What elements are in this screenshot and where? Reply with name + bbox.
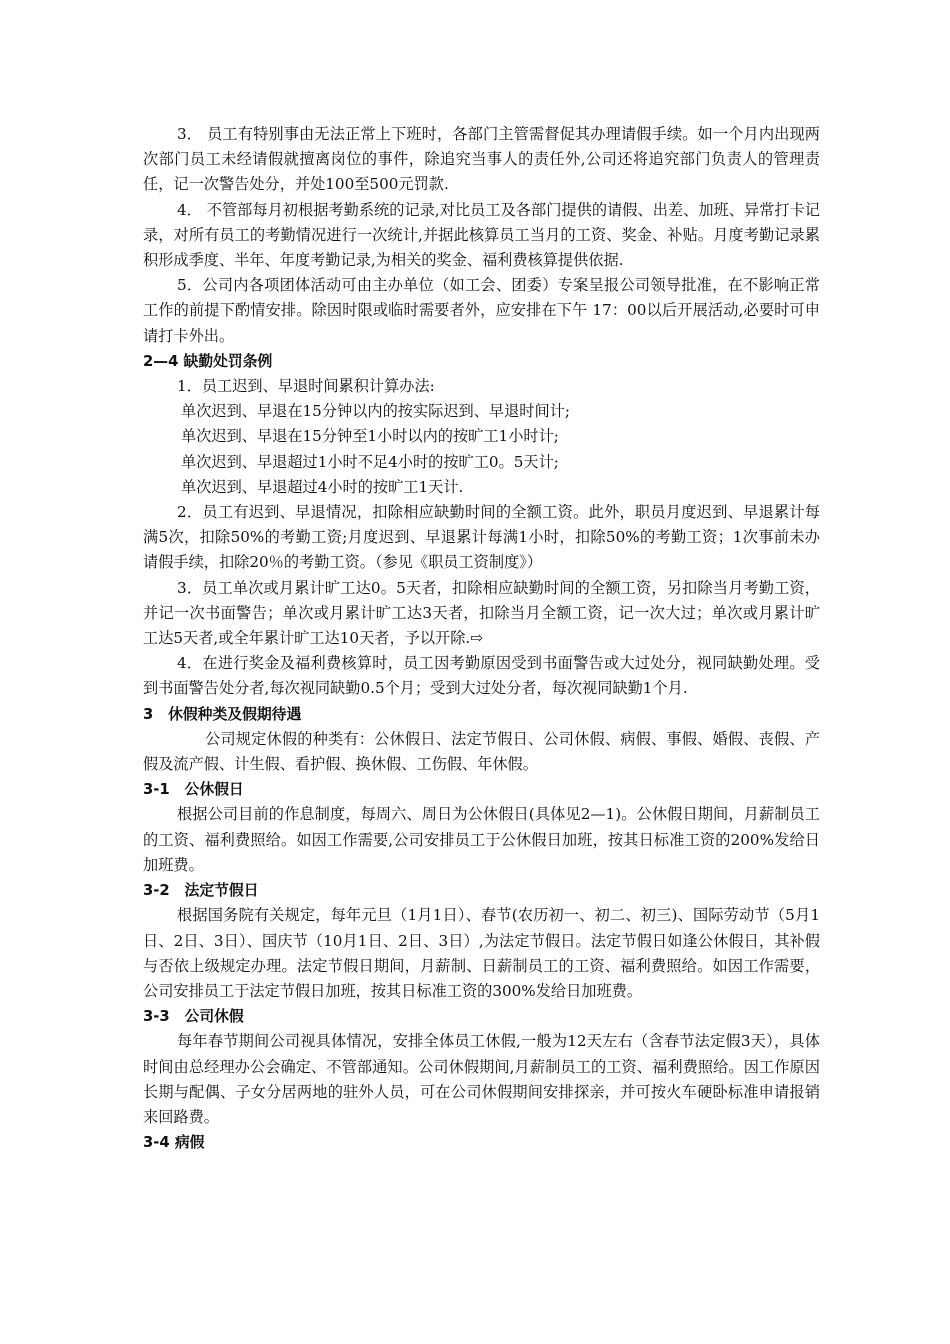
paragraph: 4．在进行奖金及福利费核算时，员工因考勤原因受到书面警告或大过处分，视同缺勤处理。受到书面警告处分者,每次视同缺勤0.5个月；受到大过处分者，每次视同缺勤1个月. <box>143 654 820 698</box>
paragraph: 5．公司内各项团体活动可由主办单位（如工会、团委）专案呈报公司领导批准，在不影响正常工作的前提下酌情安排。除因时限或临时需要者外，应安排在下午 17：00以后开展活动,必要时可申请打卡外出。 <box>143 276 820 345</box>
section-heading: 3-3 公司休假 <box>143 1008 244 1026</box>
paragraph: 公司规定休假的种类有：公休假日、法定节假日、公司休假、病假、事假、婚假、丧假、产假及流产假、计生假、看护假、换休假、工伤假、年休假。 <box>143 729 820 774</box>
paragraph: 1．员工迟到、早退时间累积计算办法: <box>177 377 435 396</box>
paragraph: 根据公司目前的作息制度，每周六、周日为公休假日(具体见2—1)。公休假日期间，月薪制员工的工资、福利费照给。如因工作需要,公司安排员工于公休假日加班，按其日标准工资的200%发给日加班费。 <box>143 805 820 874</box>
sub-item: 单次迟到、早退在15分钟至1小时以内的按旷工1小时计; <box>181 427 559 446</box>
document-page <box>143 122 820 1155</box>
paragraph: 4． 不管部每月初根据考勤系统的记录,对比员工及各部门提供的请假、出差、加班、异常打卡记录，对所有员工的考勤情况进行一次统计,并据此核算员工当月的工资、奖金、补贴。月度考勤记录累积形成季度、半年、年度考勤记录,为相关的奖金、福利费核算提供依据. <box>143 200 820 270</box>
paragraph: 根据国务院有关规定，每年元旦（1月1日）、春节(农历初一、初二、初三)、国际劳动节（5月1日、2日、3日）、国庆节（10月1日、2日、3日）,为法定节假日。法定节假日如逢公休假日，其补假与否依上级规定办理。法定节假日期间，月薪制、日薪制员工的工资、福利费照给。如因工作需要，公司安排员工于法定节假日加班，按其日标准工资的300%发给日加班费。 <box>143 906 820 1000</box>
paragraph: 3． 员工有特别事由无法正常上下班时，各部门主管需督促其办理请假手续。如一个月内出现两次部门员工未经请假就擅离岗位的事件，除追究当事人的责任外,公司还将追究部门负责人的管理责任，记一次警告处分，并处100至500元罚款. <box>143 125 820 194</box>
sub-item: 单次迟到、早退超过1小时不足4小时的按旷工0。5天计; <box>181 452 559 471</box>
section-heading: 2—4 缺勤处罚条例 <box>143 352 273 370</box>
section-heading: 3-4 病假 <box>143 1134 205 1152</box>
section-heading: 3-2 法定节假日 <box>143 882 259 900</box>
paragraph: 每年春节期间公司视具体情况，安排全体员工休假,一般为12天左右（含春节法定假3天），具体时间由总经理办公会确定、不管部通知。公司休假期间,月薪制员工的工资、福利费照给。因工作原因长期与配偶、子女分居两地的驻外人员，可在公司休假期间安排探亲，并可按火车硬卧标准申请报销来回路费。 <box>143 1032 820 1126</box>
section-heading: 3 休假种类及假期待遇 <box>143 705 302 723</box>
sub-item: 单次迟到、早退超过4小时的按旷工1天计. <box>181 477 464 496</box>
section-heading: 3-1 公休假日 <box>143 781 244 799</box>
paragraph: 2．员工有迟到、早退情况，扣除相应缺勤时间的全额工资。此外，职员月度迟到、早退累计每满5次，扣除50%的考勤工资;月度迟到、早退累计每满1小时，扣除50%的考勤工资；1次事前未办请假手续，扣除20％的考勤工资。（参见《职员工资制度》） <box>143 503 820 572</box>
sub-item: 单次迟到、早退在15分钟以内的按实际迟到、早退时间计; <box>181 402 570 421</box>
paragraph: 3．员工单次或月累计旷工达0。5天者，扣除相应缺勤时间的全额工资，另扣除当月考勤工资，并记一次书面警告；单次或月累计旷工达3天者，扣除当月全额工资，记一次大过；单次或月累计旷工达5天者,或全年累计旷工达10天者，予以开除.⇨ <box>143 578 820 648</box>
